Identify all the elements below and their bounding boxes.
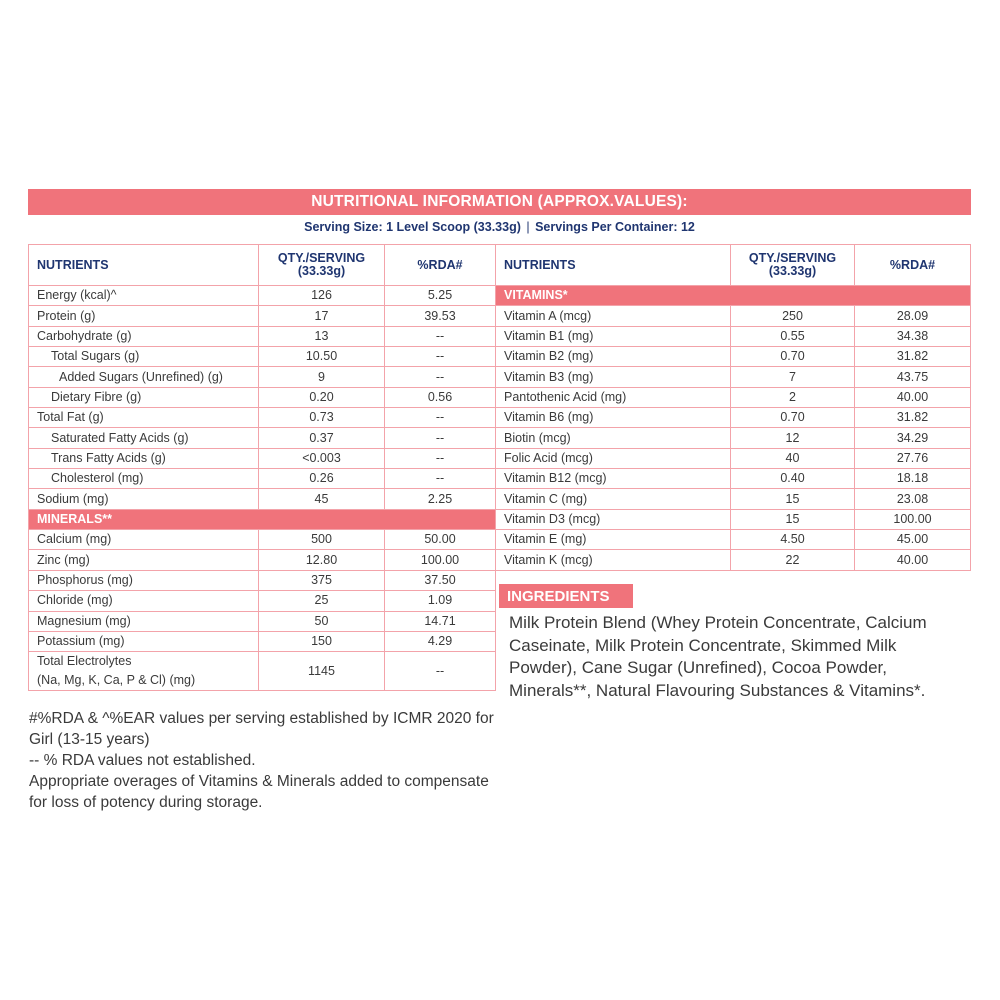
left-nutrition-table [28,244,496,691]
nutrient-name: Total Sugars (g) [29,347,259,367]
footnote-rda: #%RDA & ^%EAR values per serving established by ICMR 2020 for Girl (13-15 years) [29,710,494,748]
nutrient-rda: 37.50 [385,570,496,590]
qty-header-line1: QTY./SERVING [748,251,837,265]
ingredients-heading-label: INGREDIENTS [507,587,610,605]
table-row [29,286,496,306]
nutrient-qty: 9 [259,367,385,387]
table-row [496,408,971,428]
table-row [496,448,971,468]
electrolytes-label: Total Electrolytes [37,654,132,669]
nutrient-rda: 50.00 [385,530,496,550]
nutrient-qty: 25 [259,591,385,611]
table-row [29,469,496,489]
nutrient-name: Vitamin E (mg) [496,530,731,550]
nutrition-title-banner [28,189,971,215]
footnote-not-established: -- % RDA values not established. [29,752,256,769]
nutrient-qty: 0.70 [731,347,855,367]
nutrient-name: Trans Fatty Acids (g) [29,448,259,468]
nutrient-rda: -- [385,326,496,346]
nutrient-qty: 0.40 [731,469,855,489]
table-row [496,367,971,387]
nutrient-name: Protein (g) [29,306,259,326]
nutrient-name: Vitamin A (mcg) [496,306,731,326]
nutrient-rda: 1.09 [385,591,496,611]
table-row [29,530,496,550]
nutrient-rda: -- [385,408,496,428]
nutrient-name: Vitamin B6 (mg) [496,408,731,428]
nutrient-qty: 126 [259,286,385,306]
nutrient-qty: 45 [259,489,385,509]
footnotes [29,708,499,813]
table-row [29,611,496,631]
table-header-row [29,245,496,286]
table-row [29,408,496,428]
table-row [496,306,971,326]
nutrient-name: Pantothenic Acid (mg) [496,387,731,407]
nutrient-qty: 0.70 [731,408,855,428]
nutrient-qty: 0.37 [259,428,385,448]
nutrient-rda: -- [385,347,496,367]
nutrient-qty: 500 [259,530,385,550]
nutrient-rda: -- [385,469,496,489]
nutrient-rda: 23.08 [855,489,971,509]
nutrient-qty: 250 [731,306,855,326]
table-row [29,428,496,448]
nutrient-name: Vitamin K (mcg) [496,550,731,570]
qty-header-line2: (33.33g) [768,264,817,278]
nutrient-qty: <0.003 [259,448,385,468]
table-row [29,347,496,367]
right-nutrition-table [495,244,971,571]
nutrient-name: Cholesterol (mg) [29,469,259,489]
nutrients-header: NUTRIENTS [496,245,731,286]
nutrient-qty: 22 [731,550,855,570]
table-row [29,448,496,468]
table-row [29,326,496,346]
ingredients-heading [499,584,633,608]
nutrition-title: NUTRITIONAL INFORMATION (APPROX.VALUES): [311,193,688,210]
nutrient-rda: 39.53 [385,306,496,326]
table-row [29,631,496,651]
nutrient-rda: 28.09 [855,306,971,326]
nutrient-name: Total Fat (g) [29,408,259,428]
nutrient-qty: 150 [259,631,385,651]
nutrient-name: Dietary Fibre (g) [29,387,259,407]
nutrient-name: Carbohydrate (g) [29,326,259,346]
nutrient-qty: 0.55 [731,326,855,346]
qty-header-line1: QTY./SERVING [277,251,366,265]
nutrient-rda: 27.76 [855,448,971,468]
nutrient-name: Vitamin B1 (mg) [496,326,731,346]
nutrient-rda: 43.75 [855,367,971,387]
nutrient-name: Potassium (mg) [29,631,259,651]
table-row [496,347,971,367]
table-row [29,367,496,387]
qty-header [731,245,855,286]
nutrient-qty: 7 [731,367,855,387]
table-row [496,550,971,570]
nutrient-name: Zinc (mg) [29,550,259,570]
nutrient-name: Vitamin B12 (mcg) [496,469,731,489]
serving-size: Serving Size: 1 Level Scoop (33.33g) [304,220,521,234]
nutrient-name: Vitamin C (mg) [496,489,731,509]
rda-header: %RDA# [855,245,971,286]
table-row [29,550,496,570]
nutrient-rda: -- [385,448,496,468]
nutrient-qty: 13 [259,326,385,346]
vitamins-section-row [496,286,971,306]
nutrient-qty: 50 [259,611,385,631]
table-row [496,469,971,489]
nutrient-qty: 0.20 [259,387,385,407]
serving-info [28,220,971,234]
qty-header-line2: (33.33g) [297,264,346,278]
table-row [29,306,496,326]
nutrient-qty: 12.80 [259,550,385,570]
nutrient-qty: 4.50 [731,530,855,550]
nutrient-qty: 12 [731,428,855,448]
table-header-row [496,245,971,286]
table-row [496,387,971,407]
nutrient-name: Biotin (mcg) [496,428,731,448]
nutrient-qty: 17 [259,306,385,326]
table-row [496,509,971,529]
ingredients-text: Milk Protein Blend (Whey Protein Concentrate, Calcium Caseinate, Milk Protein Concentrate, Skimmed Milk Powder), Cane Sugar (Unrefined), Cocoa Powder, Minerals**, Natural Flavouring Substances & Vitamins*. [509,613,927,700]
nutrient-name: Saturated Fatty Acids (g) [29,428,259,448]
nutrient-name: Folic Acid (mcg) [496,448,731,468]
rda-header: %RDA# [385,245,496,286]
nutrient-name: Calcium (mg) [29,530,259,550]
nutrient-qty: 10.50 [259,347,385,367]
table-row [29,387,496,407]
qty-header [259,245,385,286]
nutrients-header: NUTRIENTS [29,245,259,286]
nutrient-rda: 31.82 [855,347,971,367]
nutrient-rda: 34.38 [855,326,971,346]
electrolytes-sublabel: (Na, Mg, K, Ca, P & Cl) (mg) [37,673,196,688]
table-row [496,326,971,346]
nutrient-rda: 100.00 [385,550,496,570]
nutrient-qty: 375 [259,570,385,590]
footnote-overages: Appropriate overages of Vitamins & Minerals added to compensate for loss of potency during storage. [29,773,489,811]
nutrient-rda: 100.00 [855,509,971,529]
nutrient-rda: 5.25 [385,286,496,306]
nutrient-qty: 1145 [259,652,385,691]
minerals-section-label: MINERALS** [29,509,496,529]
table-row [496,428,971,448]
nutrient-name [29,652,259,691]
nutrient-name: Sodium (mg) [29,489,259,509]
vitamins-section-label: VITAMINS* [496,286,971,306]
nutrient-qty: 15 [731,489,855,509]
nutrient-rda: 14.71 [385,611,496,631]
nutrient-rda: 45.00 [855,530,971,550]
nutrient-qty: 0.73 [259,408,385,428]
nutrient-qty: 15 [731,509,855,529]
electrolytes-row [29,652,496,691]
nutrient-qty: 2 [731,387,855,407]
nutrient-rda: 4.29 [385,631,496,651]
nutrient-name: Vitamin B2 (mg) [496,347,731,367]
servings-per-container: Servings Per Container: 12 [535,220,695,234]
nutrient-name: Vitamin D3 (mcg) [496,509,731,529]
minerals-section-row [29,509,496,529]
table-row [29,570,496,590]
nutrient-name: Magnesium (mg) [29,611,259,631]
nutrient-rda: 2.25 [385,489,496,509]
nutrient-rda: 18.18 [855,469,971,489]
nutrient-rda: 40.00 [855,387,971,407]
nutrient-qty: 40 [731,448,855,468]
table-row [496,530,971,550]
nutrient-name: Added Sugars (Unrefined) (g) [29,367,259,387]
nutrient-qty: 0.26 [259,469,385,489]
table-row [496,489,971,509]
nutrient-rda: 34.29 [855,428,971,448]
table-row [29,591,496,611]
table-row [29,489,496,509]
nutrient-rda: 0.56 [385,387,496,407]
nutrient-rda: 31.82 [855,408,971,428]
nutrient-rda: -- [385,367,496,387]
nutrient-name: Vitamin B3 (mg) [496,367,731,387]
nutrient-rda: -- [385,428,496,448]
serving-separator: | [526,220,530,234]
nutrient-name: Energy (kcal)^ [29,286,259,306]
nutrient-rda: -- [385,652,496,691]
nutrient-rda: 40.00 [855,550,971,570]
nutrient-name: Phosphorus (mg) [29,570,259,590]
nutrient-name: Chloride (mg) [29,591,259,611]
